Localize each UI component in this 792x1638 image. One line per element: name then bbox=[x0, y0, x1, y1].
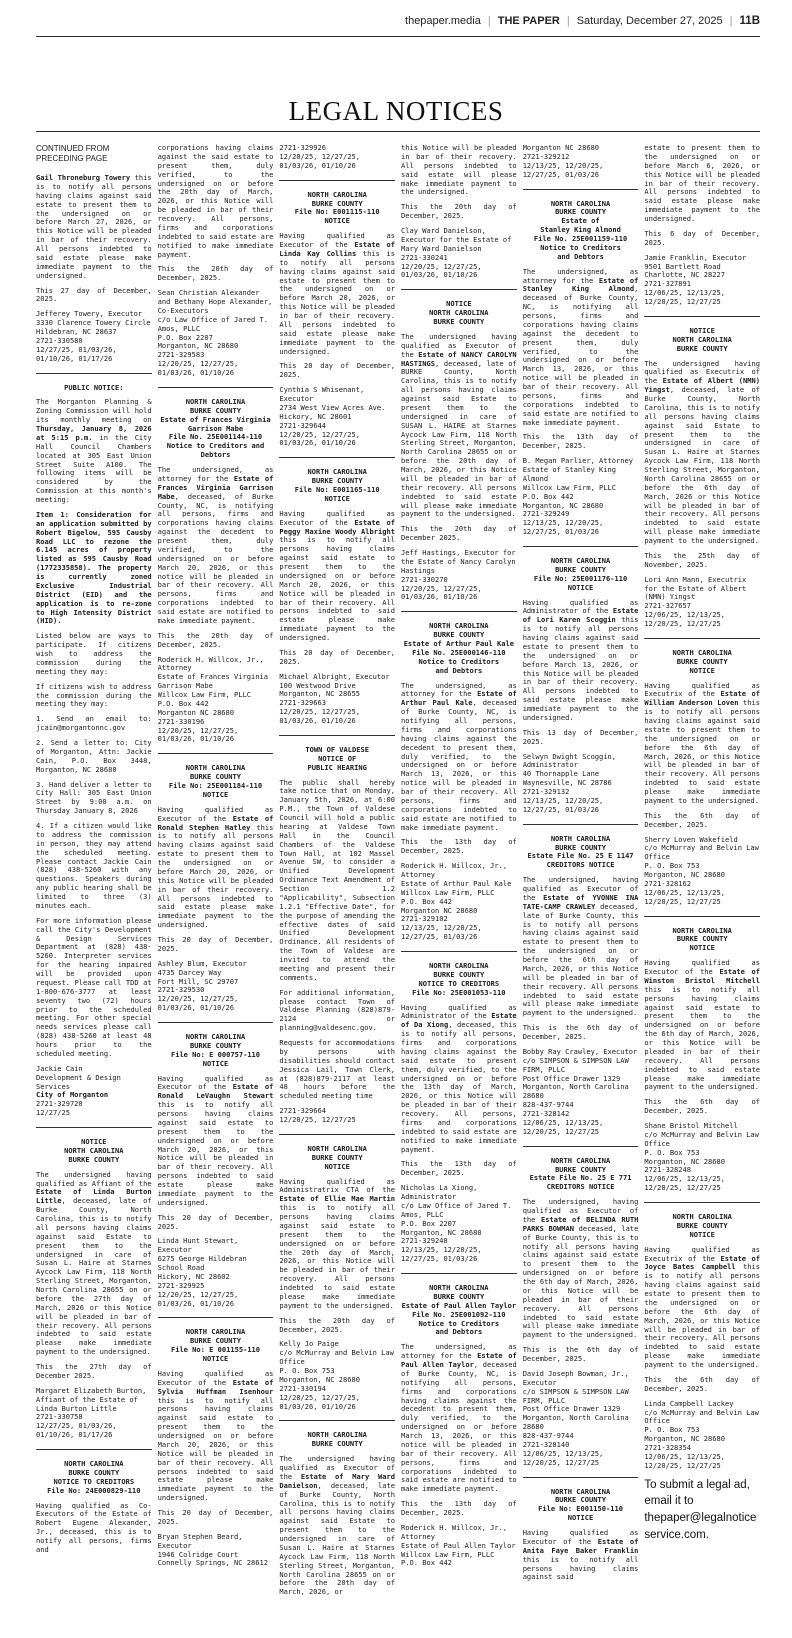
notice-heading: NORTH CAROLINA BURKE COUNTY Estate of Paul Allen Taylor File No. 25E001092-110 Notice to Creditors and Debtors bbox=[401, 1283, 517, 1337]
notice-heading: NORTH CAROLINA BURKE COUNTY Estate File No. 25 E 771 CREDITORS NOTICE bbox=[529, 1155, 632, 1192]
notice-signature: Sean Christian Alexander and Bethany Hope Alexander, Co-Executors c/o Law Office of Jared T. Amos, PLLC P.O. Box 2207 Morganton, NC 28680 2721-329583 12/20/25, 12/27/25, 01/03/26, 01/10/26 bbox=[157, 288, 273, 377]
notice-signature: Jefferey Towery, Executor 3330 Clarence Towery Circle Hildebran, NC 28637 2721-330580 12/27/25, 01/03/26, 01/10/26, 01/17/26 bbox=[36, 309, 151, 363]
column-2 bbox=[158, 144, 274, 1622]
notice-paragraph: The public shall hereby take notice that on Monday, January 5th, 2026, at 6:00 P.M., the Town of Valdese Council will hold a public hearing at Valdese Town Hall in the Council Chambers of the Valdese Town Hall, at 102 Massel Avenue SW, to consider a Unified Development Ordinance Text Amendment of Section 1.2 "Applicability", Subsection 1.2.1 "Effective Date", for the purpose of amending the effective dates of said Unified Development Ordinance. All residents of the Town of Valdese are invited to attend the meeting and present their comments. bbox=[279, 777, 396, 982]
notice-paragraph: Requests for accommodations by persons with disabilities should contact Jessica Lail, Town Clerk, at (828)879-2117 at least 48 hours before the scheduled meeting time bbox=[279, 1038, 396, 1101]
notice-paragraph: Listed below are ways to participate. If citizens wish to address the commission during the meeting they may: bbox=[36, 631, 152, 676]
notice-paragraph: The undersigned having qualified as Executor of the Estate of Mary Ward Danielson, deceased, late of Burke County, North Carolina, this is to notify all persons having claims against said Estate to present them to the undersigned in care of Susan L. Haire at Starnes Aycock Law Firm, 118 North Sterling Street, Morganton, North Carolina 28655 on or before the 20th day of March, 2026, or bbox=[279, 1454, 396, 1597]
notice-paragraph: This is the 6th day of December, 2025. bbox=[522, 1345, 639, 1363]
page-header bbox=[36, 10, 760, 32]
notice-paragraph: Having qualified as Executrix of the Estate of William Anderson Loven this is to notify all persons having claims against said estate to present them to the undersigned on or before the 6th day of March, 2026, or this Notice will be pleaded in bar of their recovery. All persons indebted to said estate please make immediate payment to the undersigned. bbox=[644, 680, 760, 805]
notice-paragraph: This 27 day of December, 2025. bbox=[36, 285, 152, 304]
notice-heading: NORTH CAROLINA BURKE COUNTY File No: 25E001184-110 NOTICE bbox=[168, 763, 263, 799]
notice-divider bbox=[279, 735, 395, 736]
notice-paragraph: Having qualified as Executor of the Estate of Peggy Maxine Woody Albright this is to notify all persons having claims against said estate to present them to the undersigned on or before March 20, 2026, or this Notice will be pleaded in bar of their recovery. All persons indebted to said estate please make immediate payment to the undersigned. bbox=[279, 508, 396, 642]
notice-paragraph: This the 20th day of December 2025. bbox=[401, 524, 517, 543]
notice-paragraph: This the 13th day of December, 2025. bbox=[522, 432, 639, 451]
column-3 bbox=[279, 144, 395, 1622]
notice-signature: Kelly Jo Paige c/o McMurray and Belvin Law Office P. O. Box 753 Morganton, NC 28680 2721-330194 12/20/25, 12/27/25, 01/03/26, 01/10/26 bbox=[279, 1339, 394, 1411]
notice-divider bbox=[523, 189, 639, 190]
notice-paragraph: This the 6th day of December, 2025. bbox=[644, 1374, 760, 1393]
notice-signature: Bryan Stephen Beard, Executor 1946 Colridge Court Connelly Springs, NC 28612 bbox=[157, 1531, 268, 1568]
notice-signature: Cynthia S Whisenant, Executor 2734 West View Acres Ave. Hickory, NC 28601 2721-329644 12/20/25, 12/27/25, 01/03/26, 01/10/26 bbox=[279, 385, 386, 448]
notice-paragraph: corporations having claims against the said estate to present them, duly verified, to the undersigned on or before the 20th day of March, 2026, or this Notice will be pleaded in bar of their recovery. All persons, firms and corporations indebted to said estate are notified to make immediate payment. bbox=[157, 144, 274, 259]
notice-paragraph: The undersigned having qualified as Executor of the Estate of NANCY CAROLYN HASTINGS, deceased, late of BURKE County, North Carolina, this is to notify all persons having claims against said Estate to present them to the undersigned in care of SUSAN L. HAIRE at Starnes Aycock Law Firm, 118 North Sterling Street, Morganton, North Carolina 28655 on or before the 20th day of March, 2026, or this Notice will be pleaded in bar of their recovery. All persons indebted to said estate will please make immediate payment to the undersigned. bbox=[401, 331, 517, 519]
header-separator: | bbox=[487, 15, 491, 27]
notice-paragraph: This 13 day of December, 2025. bbox=[522, 727, 639, 746]
notice-paragraph: The undersigned, as attorney for the Estate of Arthur Paul Kale, deceased of Burke County, NC, is notifying all persons, firms and corporations having claims against the decedent to present them, duly verified, to the undersigned on or before March 13, 2026, or this notice will be pleaded in bar of their recovery. All persons, firms and corporations indebted to said estate are notified to make immediate payment. bbox=[401, 680, 517, 832]
notice-divider bbox=[158, 753, 274, 754]
notice-divider bbox=[523, 824, 639, 825]
notice-heading: NORTH CAROLINA BURKE COUNTY NOTICE TO CREDITORS File No: 24E000829-110 bbox=[47, 1459, 141, 1495]
notice-paragraph: The undersigned, as attorney for the Estate of Frances Virginia Garrison Mabe, deceased, of Burke County, NC, is notifying all persons, firms and corporations having claims against the decedent to present them, duly verified, to the undersigned on or before March 20, 2026, or this notice will be pleaded in bar of their recovery. All persons, firms and corporations indebted to said estate are notified to make immediate payment. bbox=[157, 465, 274, 625]
notice-divider bbox=[158, 1317, 274, 1318]
notice-heading: NORTH CAROLINA BURKE COUNTY File No: E001150-110 NOTICE bbox=[538, 1486, 623, 1523]
notice-paragraph: If citizens wish to address the commission during the meeting they may: bbox=[36, 681, 152, 709]
notice-heading: NORTH CAROLINA BURKE COUNTY Estate of Frances Virginia Garrison Mabe File No. 25E001144-110 Notice to Creditors and Debtors bbox=[160, 396, 271, 460]
notice-divider bbox=[279, 1134, 395, 1135]
notice-divider bbox=[523, 1146, 639, 1147]
notice-heading: NORTH CAROLINA BURKE COUNTY File No: E001115-110 NOTICE bbox=[294, 189, 380, 226]
notice-divider bbox=[158, 387, 274, 388]
notice-paragraph: This 6 day of December, 2025. bbox=[644, 228, 760, 247]
notice-heading: NORTH CAROLINA BURKE COUNTY bbox=[307, 1430, 367, 1449]
notice-paragraph: This the 6th day of December, 2025. bbox=[644, 810, 760, 829]
notice-heading: NORTH CAROLINA BURKE COUNTY NOTICE bbox=[672, 647, 732, 675]
notice-signature: Morganton NC 28680 2721-329212 12/13/25, 12/20/25, 12/27/25, 01/03/26 bbox=[522, 144, 604, 179]
notice-heading: NORTH CAROLINA BURKE COUNTY File No: 25E001176-110 NOTICE bbox=[533, 556, 628, 592]
notice-paragraph: Having qualified as Executrix of the Estate of Joyce Bates Campbell this is to notify all persons having claims against said estate to present them to the undersigned on or before the 6th day of March, 2026, or this Notice will be pleaded in bar of their recovery. All persons indebted to said estate please make immediate payment to the undersigned. bbox=[644, 1244, 760, 1369]
notice-divider bbox=[279, 457, 395, 458]
notice-paragraph: This the 20th day of December, 2025. bbox=[401, 202, 517, 221]
notice-heading: NORTH CAROLINA BURKE COUNTY Estate of Arthur Paul Kale File No. 25E000146-110 Notice to Creditors and Debtors bbox=[403, 621, 514, 675]
notice-signature: Margaret Elizabeth Burton, Affiant of the Estate of Linda Burton Little 2721-330758 12/27/25, 01/03/26, 01/10/26, 01/17/26 bbox=[36, 1385, 147, 1440]
notice-paragraph: 2. Send a letter to: City of Morganton, Attn: Jackie Cain, P.O. Box 3448, Morganton, NC 28680 bbox=[36, 738, 152, 774]
notice-signature: B. Megan Parlier, Attorney Estate of Stanley King Almond Willcox Law Firm, PLLC P.O. Box 442 Morganton, NC 28680 2721-329249 12/13/25, 12/20/25, 12/27/25, 01/03/26 bbox=[522, 456, 633, 537]
notice-divider bbox=[644, 1202, 760, 1203]
notice-divider bbox=[644, 638, 760, 639]
notice-signature: Jackie Cain Development & Design Services City of Morganton 2721-329720 12/27/25 bbox=[36, 1063, 121, 1118]
notice-heading: TOWN OF VALDESE NOTICE OF PUBLIC HEARING bbox=[305, 744, 369, 772]
notice-signature: Nicholas La Xiong, Administrator c/o Law Office of Jared T. Amos, PLLC P.O. Box 2207 Morganton, NC 28680 2721-329248 12/13/25, 12/20/25, 12/27/25, 01/03/26 bbox=[401, 1183, 512, 1264]
notice-paragraph: this Notice will be pleaded in bar of their recovery. All persons indebted to said estate will please make immediate payment to the undersigned. bbox=[401, 144, 517, 197]
notice-paragraph: The Morganton Planning & Zoning Commission will hold its monthly meeting on Thursday, January 8, 2026 at 5:15 p.m. in the City Hall Council Chambers located at 305 East Union Street Suite A100. The following items will be considered by the Commission at this month's meeting: bbox=[36, 397, 152, 504]
notice-signature: Jamie Franklin, Executor 9501 Bartlett Road Charlotte, NC 28227 2721-327891 12/06/25, 12/13/25, 12/20/25, 12/27/25 bbox=[644, 252, 747, 306]
notice-signature: David Joseph Bowman, Jr., Executor c/o SIMPSON & SIMPSON LAW FIRM, PLLC Post Office Drawer 1329 Morganton, North Carolina 28680 828-437-9744 2721-328140 12/06/25, 12/13/25, 12/20/25, 12/27/25 bbox=[522, 1368, 629, 1467]
notice-heading: NOTICE NORTH CAROLINA BURKE COUNTY bbox=[672, 325, 732, 353]
column-5 bbox=[523, 144, 639, 1622]
notice-signature: Linda Hunt Stewart, Executor 6275 George Hildebran School Road Hickory, NC 28602 2721-329925 12/20/25, 12/27/25, 01/03/26, 01/10/26 bbox=[157, 1236, 247, 1308]
notice-paragraph: Having qualified as Co-Executors of the Estate of Robert Eugene Alexander, Jr., deceased, this is to notify all persons, firms and bbox=[36, 1500, 152, 1554]
notice-paragraph: 4. If a citizen would like to address the commission in person, they may attend the scheduled meeting. Please contact Jackie Cain (828) 438-5260 with any questions. Speakers during any public hearing shall be limited to three (3) minutes each. bbox=[36, 821, 152, 910]
notice-divider bbox=[523, 1477, 639, 1478]
column-4 bbox=[401, 144, 517, 1622]
notice-paragraph: This the 20th day of December, 2025. bbox=[279, 1315, 396, 1334]
notice-paragraph: Having qualified as Administratrix CTA of the Estate of Ellie Mae Martin this is to notify all persons having claims against said estate to present them to the undersigned on or before the 20th day of March, 2026, or this Notice will be pleaded in bar of their recovery. All persons indebted to said estate please make immediate payment to the undersigned. bbox=[279, 1176, 396, 1310]
notice-signature: Lori Ann Mann, Executrix for the Estate of Albert (NMN) Yingst 2721-327657 12/06/25, 12/13/25, 12/20/25, 12/27/25 bbox=[644, 574, 747, 628]
notice-heading: NORTH CAROLINA BURKE COUNTY NOTICE TO CREDITORS File No: 25E001053-110 bbox=[412, 961, 506, 997]
notice-paragraph: This the 13th day of December, 2025. bbox=[401, 1159, 517, 1178]
notice-divider bbox=[401, 611, 517, 612]
notice-divider bbox=[158, 1022, 274, 1023]
title-rule bbox=[36, 131, 760, 132]
notice-paragraph: Gail Throneburg Towery this is to notify all persons having claims against said estate to present them to the undersigned on or before March 27, 2026, or this Notice will be pleaded in bar of their recovery. All persons indebted to said estate please make immediate payment to the undersigned. bbox=[36, 173, 152, 280]
notice-divider bbox=[401, 289, 517, 290]
notice-paragraph: Having qualified as Executor of the Estate of Ronald LeVaughn Stewart this is to notify all persons having claims against said estate to present them to the undersigned on or before March 20, 2026, or this Notice will be pleaded in bar of their recovery. All persons indebted to said estate please make immediate payment to the undersigned. bbox=[157, 1073, 274, 1207]
notice-paragraph: This the 27th day of December 2025. bbox=[36, 1362, 152, 1380]
notice-divider bbox=[36, 1449, 152, 1450]
notice-paragraph: The undersigned, having qualified as Executor of the Estate of BELINDA RUTH PARKS BOWMAN deceased, late of Burke County, this is to notify all persons having claims against said estate to present them to the undersigned on or before the 6th day of March, 2026, or this Notice will be pleaded in bar of their recovery. All persons indebted to said estate will please make immediate payment to the undersigned. bbox=[522, 1197, 639, 1340]
notice-paragraph: This the 13th day of December, 2025. bbox=[401, 837, 517, 856]
notice-heading: PUBLIC NOTICE: bbox=[64, 382, 124, 392]
notice-paragraph: 3. Hand deliver a letter to City Hall: 305 East Union Street by 9:00 a.m. on Thursday January 8, 2026 bbox=[36, 779, 152, 816]
notice-signature: Bobby Ray Crawley, Executor c/o SIMPSON & SIMPSON LAW FIRM, PLLC Post Office Drawer 1329 Morganton, North Carolina 28680 828-437-9744 2721-328142 12/06/25, 12/13/25, 12/20/25, 12/27/25 bbox=[522, 1046, 638, 1136]
notice-divider bbox=[401, 951, 517, 952]
notice-paragraph: The undersigned, as attorney for the Estate of Stanley King Almond, deceased of Burke County, NC, is notifying all persons, firms and corporations having claims against the decedent to present them, duly verified, to the undersigned on or before March 13, 2026, or this notice will be pleaded in bar of their recovery. All persons, firms and corporations indebted to said estate are notified to make immediate payment. bbox=[522, 266, 639, 427]
notice-paragraph: This the 6th day of December, 2025. bbox=[644, 1097, 760, 1116]
notice-heading: NOTICE NORTH CAROLINA BURKE COUNTY bbox=[429, 299, 489, 326]
notice-paragraph: This 20 day of December, 2025. bbox=[279, 361, 396, 380]
notice-paragraph: Having qualified as Executor of the Estate of Anita Faye Baker Franklin this is to notify all persons having claims against said bbox=[522, 1528, 639, 1582]
column-6 bbox=[644, 144, 760, 1622]
notice-paragraph: Having qualified as Administrator of the Estate of Lori Karen Scoggin this is to notify all persons having claims against said estate to present them to the undersigned on or before March 13, 2026, or this Notice will be pleaded in bar of their recovery. All persons indebted to said estate please make immediate payment to the undersigned. bbox=[522, 597, 639, 722]
paper-name: THE PAPER bbox=[497, 15, 560, 27]
notice-divider bbox=[36, 1127, 152, 1128]
notice-heading: NORTH CAROLINA BURKE COUNTY NOTICE bbox=[672, 925, 732, 953]
notice-divider bbox=[644, 916, 760, 917]
notice-signature: Ashley Blum, Executor 4735 Darcey Way Fort Mill, SC 29707 2721-329530 12/20/25, 12/27/25, 01/03/26, 01/10/26 bbox=[157, 958, 247, 1013]
notice-divider bbox=[36, 373, 152, 374]
notice-paragraph: This the 13th day of December, 2025. bbox=[401, 1499, 517, 1517]
notice-signature: Selwyn Dwight Scoggin, Administrator 40 Thornapple Lane Waynesville, NC 28786 2721-329132 12/13/25, 12/20/25, 12/27/25, 01/03/26 bbox=[522, 751, 617, 814]
notice-divider bbox=[279, 1420, 395, 1421]
continued-label: CONTINUED FROM PRECEDING PAGE bbox=[36, 144, 110, 163]
notice-signature: Jeff Hastings, Executor for the Estate of Nancy Carolyn Hastings 2721-330270 12/20/25, 12/27/25, 01/03/26, 01/10/26 bbox=[401, 548, 516, 602]
notice-paragraph: This the 20th day of December, 2025. bbox=[157, 264, 274, 283]
notice-paragraph: Item 1: Consideration for an application submitted by Robert Bigelow, 595 Causby Road LLC to rezone the 6.145 acres of property listed as 595 Causby Road (1772335858). The property is currently zoned Exclusive Industrial District (EID) and the application is to re-zone to High Intensity District (HID). bbox=[36, 509, 152, 626]
site-url[interactable]: thepaper.media bbox=[405, 15, 481, 27]
notice-paragraph: This 20 day of December, 2025. bbox=[157, 935, 274, 953]
notice-divider bbox=[644, 316, 760, 317]
notice-paragraph: Having qualified as Executor of the Estate of Ronald Stephen Hatley this is to notify all persons having claims against said estate to present them to the undersigned on or before March 20, 2026, or this Notice will be pleaded in bar of their recovery. All persons indebted to said estate please make immediate payment to the undersigned. bbox=[157, 804, 274, 930]
notice-divider bbox=[401, 1273, 517, 1274]
notice-heading: NORTH CAROLINA BURKE COUNTY NOTICE bbox=[307, 1143, 367, 1171]
notice-signature: Clay Ward Danielson, Executor for the Estate of Mary Ward Danielson 2721-330241 12/20/25, 12/27/25, 01/03/26, 01/10/26 bbox=[401, 226, 512, 280]
notice-paragraph: This the 20th day of December, 2025. bbox=[157, 630, 274, 649]
notice-signature: Roderick H. Willcox, Jr., Attorney Estate of Paul Allen Taylor Willcox Law Firm, PLLC P.O. Box 442 bbox=[401, 1522, 516, 1568]
notices-columns bbox=[36, 144, 760, 1622]
submit-ad-info: To submit a legal ad, email it to thepaper@legalnoticeservice.com. bbox=[644, 1478, 757, 1541]
notice-paragraph: Having qualified as Administrator of the Estate of Da Xiong, deceased, this is to notify all persons, firms and corporations having claims against the said estate to present them, duly verified, to the undersigned on or before the 13th day of March, 2026, or this Notice will be pleaded in bar of their recovery. All persons, firms and corporations indebted to said estate are notified to make immediate payment. bbox=[401, 1002, 517, 1154]
notice-signature: Roderick H. Willcox, Jr., Attorney Estate of Arthur Paul Kale Willcox Law Firm, PLLC P.O. Box 442 Morganton NC 28680 2721-329102 12/13/25, 12/20/25, 12/27/25, 01/03/26 bbox=[401, 861, 512, 942]
notice-paragraph: The undersigned, as attorney for the Estate of Paul Allen Taylor, deceased of Burke County, NC, is notifying all persons, firms and corporations having claims against the decedent to present them, duly verified, to the undersigned on or before March 13, 2026, or this notice will be pleaded in bar of their recovery. All persons, firms and corporations indebted to said estate are notified to make immediate payment. bbox=[401, 1342, 517, 1494]
notice-signature: Shane Bristol Mitchell c/o McMurray and Belvin Law Office P. O. Box 753 Morganton, NC 28680 2721-328248 12/06/25, 12/13/25, 12/20/25, 12/27/25 bbox=[644, 1121, 759, 1193]
notice-divider bbox=[279, 180, 395, 181]
notice-heading: NORTH CAROLINA BURKE COUNTY File No: E 001155-110 NOTICE bbox=[170, 1327, 261, 1363]
notice-heading: NORTH CAROLINA BURKE COUNTY Estate File No. 25 E 1147 CREDITORS NOTICE bbox=[527, 833, 634, 870]
notice-signature: 2721-329926 12/20/25, 12/27/25, 01/03/26, 01/10/26 bbox=[279, 144, 360, 170]
notice-signature: Linda Campbell Lackey c/o McMurray and Belvin Law Office P. O. Box 753 Morganton, NC 28680 2721-328354 12/06/25, 12/13/25, 12/20/25, 12/27/25 bbox=[644, 1398, 759, 1470]
issue-date: Saturday, December 27, 2025 bbox=[576, 15, 723, 27]
notice-signature: 2721-329664 12/20/25, 12/27/25 bbox=[279, 1106, 356, 1124]
header-separator: | bbox=[729, 15, 733, 27]
header-rule bbox=[36, 36, 760, 37]
header-separator: | bbox=[566, 15, 570, 27]
notice-paragraph: This 20 day of December, 2025. bbox=[157, 1212, 274, 1231]
notice-heading: NORTH CAROLINA BURKE COUNTY Estate of Stanley King Almond File No. 25E001159-110 Notice to Creditors and Debtors bbox=[533, 198, 628, 261]
notice-paragraph: estate to present them to the undersigned on or before March 6, 2026, or this Notice will be pleaded in bar of their recovery. All persons indebted to said estate please make immediate payment to the undersigned. bbox=[644, 144, 760, 223]
notice-divider bbox=[523, 546, 639, 547]
section-title: LEGAL NOTICES bbox=[288, 96, 504, 126]
notice-paragraph: Having qualified as Executor of the Estate of Sylvia Huffman Isenhour this is to notify all persons having claims against said estate to present them to the undersigned on or before March 20, 2026, or this Notice will be pleaded in bar of their recovery. All persons indebted to said estate please make immediate payment to the undersigned. bbox=[157, 1368, 274, 1503]
notice-signature: Michael Albright, Executor 100 Westwood Drive Morganton, NC 28655 2721-329663 12/20/25, 12/27/25, 01/03/26, 01/10/26 bbox=[279, 671, 390, 725]
notice-paragraph: Having qualified as Executor of the Estate of Linda Kay Collins this is to notify all persons having claims against said estate to present them to the undersigned on or before March 20, 2026, or this Notice will be pleaded in bar of their recovery. All persons indebted to said estate please make immediate payment to the undersigned. bbox=[279, 231, 396, 356]
notice-paragraph: This the 25th day of November, 2025. bbox=[644, 550, 760, 569]
notice-paragraph: 1. Send an email to: jcain@morgantonnc.gov bbox=[36, 714, 152, 733]
notice-heading: NORTH CAROLINA BURKE COUNTY File No: E 000757-110 NOTICE bbox=[170, 1032, 261, 1068]
notice-signature: Roderick H. Willcox, Jr., Attorney Estate of Frances Virginia Garrison Mabe Willcox Law Firm, PLLC P.O. Box 442 Morganton NC 28680 2721-330196 12/20/25, 12/27/25, 01/03/26, 01/10/26 bbox=[157, 654, 268, 744]
notice-heading: NORTH CAROLINA BURKE COUNTY NOTICE bbox=[672, 1212, 732, 1239]
notice-signature: Sherry Loven Wakefield c/o McMurray and Belvin Law Office P. O. Box 753 Morganton, NC 28680 2721-328162 12/06/25, 12/13/25, 12/20/25, 12/27/25 bbox=[644, 834, 759, 906]
notice-heading: NOTICE NORTH CAROLINA BURKE COUNTY bbox=[64, 1137, 124, 1164]
notice-paragraph: This 20 day of December, 2025. bbox=[157, 1508, 274, 1526]
notice-paragraph: The undersigned, having qualified as Executor of the Estate of YVONNE INA TATE-CAMP CRAWLEY deceased, late of Burke County, this is to notify all persons having claims against said estate to present them to the undersigned on or before the 6th day of March, 2026, or this Notice will be pleaded in bar of their recovery. All persons indebted to said estate will please make immediate payment to the undersigned. bbox=[522, 875, 639, 1018]
notice-paragraph: Having qualified as Executor of the Estate of Winston Bristol Mitchell this is to notify all persons having claims against said estate to present them to the undersigned on or before the 6th day of March, 2026, or this Notice will be pleaded in bar of their recovery. All persons indebted to said estate please make immediate payment to the undersigned. bbox=[644, 958, 760, 1092]
notice-paragraph: The undersigned having qualified as Affiant of the Estate of Linda Burton Little, deceased, late of Burke County, North Carolina, this is to notify all persons having claims against said Estate to present them to the undersigned in care of Susan L. Haire at Starnes Aycock Law Firm, 118 North Sterling Street, Morganton, North Carolina 28655 on or before the 27th day of March, 2026 or this Notice will be pleaded in bar of their recovery. All persons indebted to said estate please make immediate payment to the undersigned. bbox=[36, 1169, 152, 1357]
notice-paragraph: The undersigned having qualified as Executrix of the Estate of Albert (NMN) Yingst, deceased, late of Burke County, North Carolina, this is to notify all persons having claims against said Estate to present them to the undersigned in care of Susan L. Haire at Starnes Aycock Law Firm, 118 North Sterling Street, Morganton, North Carolina 28655 on or before the 6th day of March, 2026 or this Notice will be pleaded in bar of their recovery. All persons indebted to said estate will please make immediate payment to the undersigned. bbox=[644, 358, 760, 545]
page-number: 11B bbox=[739, 15, 760, 27]
notice-paragraph: For more information please call the City's Development & Design Services Department at (828) 438-5260. Interpreter services for the hearing impaired will be provided upon request. Please call TDD at 1-800-676-3777 at least seventy two (72) hours prior to the scheduled meeting. For other special needs services please call (828) 438-5260 at least 48 hours prior to the scheduled meeting. bbox=[36, 915, 152, 1058]
notice-heading: NORTH CAROLINA BURKE COUNTY File No: E001165-110 NOTICE bbox=[294, 467, 380, 503]
column-1 bbox=[36, 144, 152, 1622]
notice-paragraph: For additional information, please contact Town of Valdese Planning (828)879-2124 or planning@valdesenc.gov. bbox=[279, 987, 396, 1033]
notice-paragraph: This is the 6th day of December, 2025. bbox=[522, 1023, 639, 1041]
notice-paragraph: This 20 day of December, 2025. bbox=[279, 647, 396, 666]
